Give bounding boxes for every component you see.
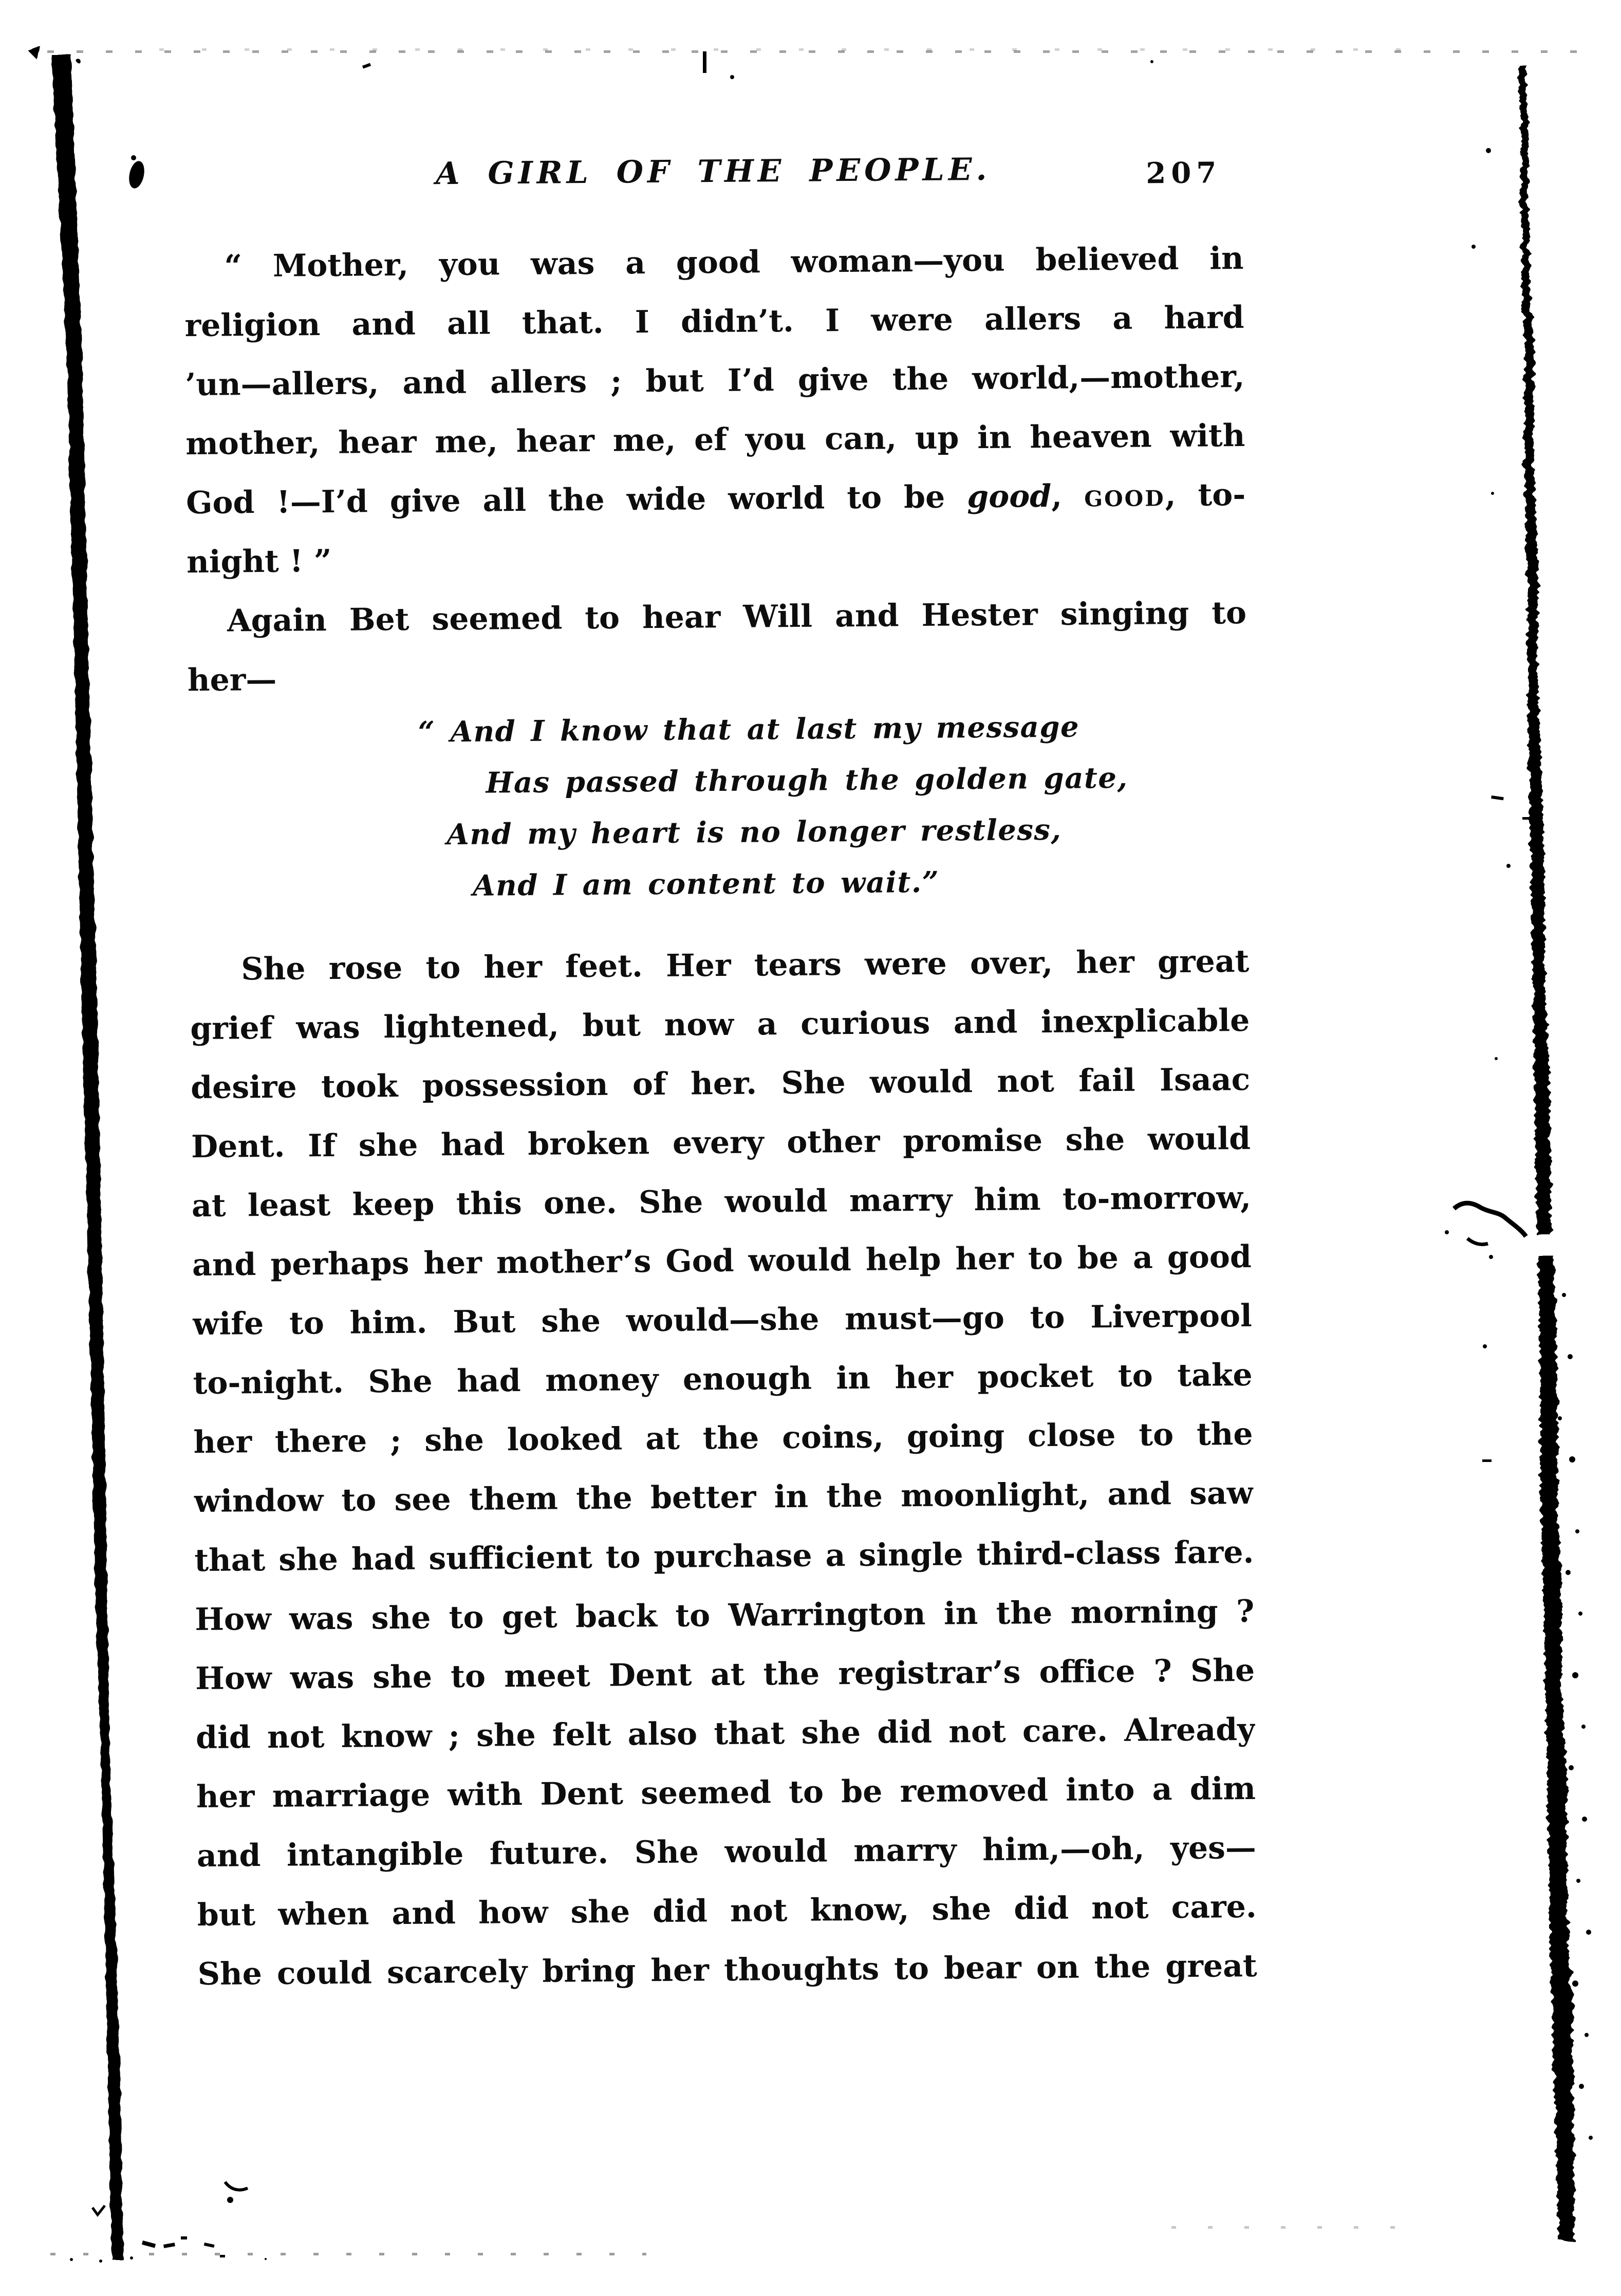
scan-bottom-edge-dots	[50, 2253, 646, 2255]
page-text-block	[183, 147, 1258, 2057]
emphasized-text: good	[1084, 477, 1165, 514]
text-line: grief was lightened, but now a curious and inexplicable	[190, 1002, 1250, 1047]
paragraph-3	[190, 933, 1257, 2005]
page-number: 207	[1146, 156, 1222, 191]
scan-specks-right	[1471, 148, 1593, 2192]
text-line: And I am content to wait.”	[472, 865, 940, 903]
binding-shadow-bar	[28, 46, 123, 2260]
text-line: and perhaps her mother’s God would help her to be a good	[192, 1238, 1252, 1284]
text-line: She could scarcely bring her thoughts to bear on the great	[197, 1948, 1257, 1993]
text-line: window to see them the better in the moonlight, and saw	[194, 1475, 1254, 1520]
text-line: “ And I know that at last my message	[418, 710, 1080, 749]
running-title: A GIRL OF THE PEOPLE.	[435, 151, 991, 192]
paragraph-1	[184, 230, 1246, 592]
text-line: How was she to meet Dent at the registrar’s office ? She	[195, 1652, 1255, 1697]
text-line: She rose to her feet. Her tears were over, her great	[241, 943, 1250, 988]
verse-quote	[188, 701, 1249, 915]
page-header	[183, 147, 1243, 202]
ink-blot	[127, 155, 147, 190]
text-line: “ Mother, you was a good woman—you believed in	[224, 240, 1244, 285]
text-line: her there ; she looked at the coins, going close to the	[193, 1416, 1253, 1461]
scan-top-edge-dots-2	[159, 48, 1433, 51]
text-line: her marriage with Dent seemed to be removed into a dim	[196, 1770, 1256, 1816]
text-line: night ! ”	[186, 543, 332, 581]
text-line: mother, hear me, hear me, ef you can, up in heaven with	[185, 417, 1245, 462]
text-line: God !—I’d give all the wide world to be good, good, to-	[185, 476, 1246, 522]
text-line: wife to him. But she would—she must—go to Liverpool	[192, 1298, 1253, 1343]
paragraph-2	[187, 584, 1247, 711]
text-line: at least keep this one. She would marry him to-morrow,	[191, 1179, 1252, 1225]
emphasized-text: good	[967, 478, 1052, 515]
text-line: Again Bet seemed to hear Will and Hester singing to	[227, 595, 1247, 639]
text-line: How was she to get back to Warrington in the morning ?	[195, 1593, 1255, 1638]
scan-specks-bottom	[70, 2182, 267, 2263]
page-edge-tear	[1519, 65, 1574, 2241]
text-line: and intangible future. She would marry him,—oh, yes—	[196, 1829, 1257, 1875]
scan-specks-top	[362, 51, 1153, 79]
text-line: And my heart is no longer restless,	[446, 812, 1062, 852]
text-line: ’un—allers, and allers ; but I’d give the world,—mother,	[185, 358, 1245, 403]
scan-bottom-edge-dots-2	[1171, 2226, 1413, 2229]
text-line: Dent. If she had broken every other promise she would	[191, 1120, 1251, 1165]
text-line: her—	[187, 661, 277, 699]
text-line: religion and all that. I didn’t. I were allers a hard	[184, 299, 1244, 344]
text-line: but when and how she did not know, she did not care.	[197, 1888, 1257, 1934]
text-line: to-night. She had money enough in her pocket to take	[193, 1357, 1253, 1402]
text-line: that she had sufficient to purchase a single third-class fare.	[194, 1534, 1254, 1579]
text-line: did not know ; she felt also that she did not care. Already	[195, 1711, 1256, 1756]
text-line: desire took possession of her. She would not fail Isaac	[190, 1061, 1251, 1106]
scribble-smudge	[1445, 1203, 1526, 1259]
text-line: Has passed through the golden gate,	[486, 761, 1128, 800]
